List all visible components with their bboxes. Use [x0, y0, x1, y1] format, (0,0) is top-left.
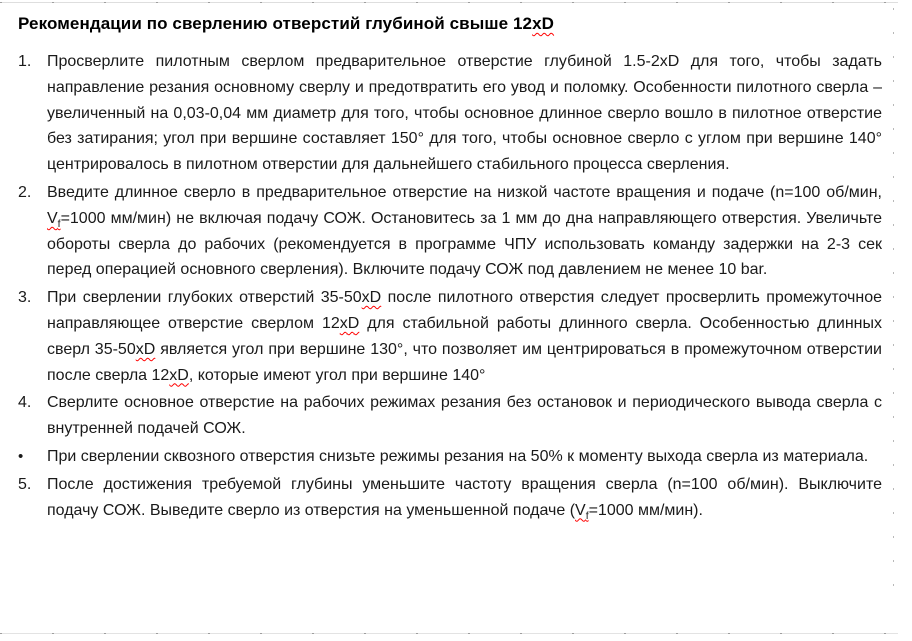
list-item-3-segment: для стабильной работы длинного сверла. Особенностью длинных сверл 35-50: [47, 314, 882, 358]
list-item-3-segment: , которые имеют угол при вершине 140°: [188, 366, 486, 384]
feed-rate-letter: V: [47, 209, 58, 227]
list-item-5-segment: После достижения требуемой глубины уменьшите частоту вращения сверла (n=100 об/мин). Выключите подачу СОЖ. Выведите сверло из отверстия на уменьшенной подаче (: [47, 475, 882, 519]
list-item-1: [18, 49, 882, 178]
list-item-1-text: Просверлите пилотным сверлом предварительное отверстие глубиной 1.5-2xD для того, чтобы задать направление резания основному сверлу и предотвратить его увод и поломку. Особенности пилотного сверла – увеличенный на 0,03-0,04 мм диаметр для того, чтобы основное длинное сверло вошло в пилотное отверстие без затирания; угол при вершине составляет 150° для того, чтобы основное сверло с углом при вершине 140° центрировалось в пилотном отверстии для дальнейшего стабильного процесса сверления.: [47, 53, 882, 174]
feed-rate-subscript: f: [57, 218, 61, 230]
list-item-5: [18, 472, 882, 524]
list-item-3-segment: является угол при вершине 130°, что позволяет им центрироваться в промежуточном отверстии после сверла 12: [47, 340, 882, 384]
list-item-3-segment: При сверлении глубоких отверстий 35-50: [47, 289, 362, 307]
list-item-2-segment: Введите длинное сверло в предварительное отверстие на низкой частоте вращения и подаче (n=100 об/мин,: [47, 183, 882, 201]
feed-rate-symbol: [575, 501, 589, 522]
misspelled-word: xD: [169, 366, 189, 384]
list-marker-1: 1.: [18, 53, 32, 70]
page-title: [18, 14, 882, 34]
list-item-2-segment: =1000 мм/мин) не включая подачу СОЖ. Остановитесь за 1 мм до дна направляющего отверстия. Увеличьте обороты сверла до рабочих (рекомендуется в программе ЧПУ использовать команду задержки на 2-3 сек перед операцией основного сверления). Включите подачу СОЖ под давлением не менее 10 bar.: [47, 209, 882, 279]
list-item-5-segment: =1000 мм/мин).: [588, 501, 703, 519]
table-gridline-bottom: [0, 633, 898, 634]
list-item-4-text: Сверлите основное отверстие на рабочих режимах резания без остановок и периодического вывода сверла с внутренней подачей СОЖ.: [47, 394, 882, 438]
list-item-5-text: [47, 472, 882, 524]
table-gridline-top: [0, 2, 898, 3]
feed-rate-symbol: [47, 209, 61, 230]
list-item-2: [18, 180, 882, 283]
list-marker-2: 2.: [18, 183, 32, 201]
feed-rate-letter: V: [575, 501, 586, 519]
page-title-misspelled-word: xD: [532, 14, 555, 33]
feed-rate-subscript: f: [585, 510, 589, 522]
list-marker-5: 5.: [18, 475, 32, 493]
bullet-marker: •: [18, 447, 24, 465]
list-marker-4: 4.: [18, 394, 32, 412]
list-item-bullet: [18, 444, 882, 470]
list-marker-3: 3.: [18, 289, 32, 307]
misspelled-word: xD: [135, 340, 156, 358]
list-item-3-text: [47, 285, 882, 388]
table-gridline-right: [893, 8, 894, 608]
list-item-2-text: [47, 180, 882, 283]
list-item-4: [18, 390, 882, 442]
misspelled-word: xD: [361, 289, 382, 307]
misspelled-word: xD: [339, 314, 360, 332]
list-item-bullet-text: При сверлении сквозного отверстия снизьте режимы резания на 50% к моменту выхода сверла из материала.: [47, 447, 869, 465]
list-item-3-segment: после пилотного отверстия следует просверлить промежуточное направляющее отверстие сверлом 12: [47, 289, 882, 332]
page-title-text: Рекомендации по сверлению отверстий глубиной свыше 12: [18, 14, 533, 33]
list-item-3: [18, 285, 882, 388]
